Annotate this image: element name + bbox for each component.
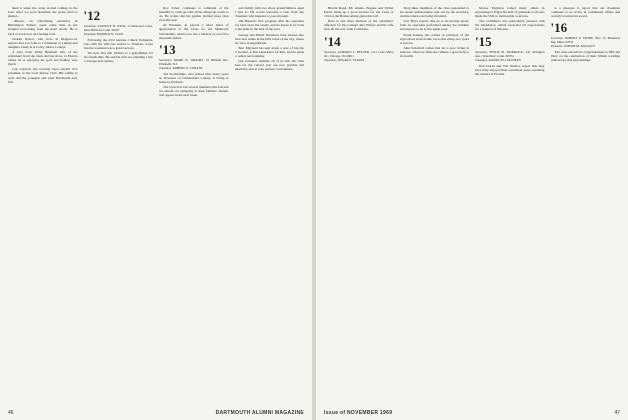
paragraph: We hear that Jim Webber is a grandfather for the fourth time. He and his wife are planning a trip to Europe next spring. (83, 51, 153, 64)
right-column-2 (400, 6, 470, 404)
class-heading (324, 35, 394, 62)
paragraph: Following the 43rd reunion, Chuck Tompkins, who with his wife has retired to Vermont, wrote that the weekend was a great success. (83, 38, 153, 51)
class-year: '15 (475, 33, 492, 49)
class-treasurer: Treasurer, DANIEL H. COLEMAN (475, 57, 521, 62)
left-column-3 (159, 6, 229, 404)
left-column-1 (8, 6, 78, 404)
class-treasurer: Treasurer, HAROLD N. COLE (83, 32, 124, 36)
paragraph: Harold Rand, Mt. Alamo, Eugene and Walter Perrin made up a good turnout for the Class of 1914 at the Homecoming game this fall. (324, 6, 394, 19)
class-year: '12 (83, 8, 101, 23)
right-column-3 (475, 6, 545, 404)
paragraph: The Class has lost several members this fall and we extend our sympathy to their families. Details will appear in the next issue. (159, 85, 229, 98)
left-page (0, 0, 312, 420)
left-page-columns (8, 6, 304, 404)
magazine-title: DARTMOUTH ALUMNI MAGAZINE (215, 410, 304, 416)
class-year: '16 (550, 20, 568, 36)
right-column-4 (551, 6, 621, 404)
left-column-4 (235, 6, 305, 404)
paragraph: Cap Capriola has recently been elected vice president of the local Rotary Club. His family is well, and the youngest will enter Dartmouth next fall. (8, 67, 78, 84)
class-secretary: Secretary, STANLEY B. WILD, 2 Glenwood Court, West Hartford, Conn. 06107 (83, 24, 153, 32)
paragraph: Our treasurer reminds all of us that the class dues for the current year are now payable and should be sent at your earliest convenience. (234, 59, 304, 72)
paragraph: hand it when the water started coming in the boat. After we were drenched, the group tried to shelter... (8, 6, 78, 19)
class-treasurer: Treasurer, EDGAR E. ELKINS (324, 57, 365, 62)
class-heading (475, 35, 545, 62)
paragraph: Al Fleeman, in person a short letter of appreciation to the Class for the Memorial Scholarship, which now has a balance of over five thousand dollars. (159, 23, 229, 40)
class-year: '13 (159, 41, 176, 57)
right-page (316, 0, 628, 420)
class-heading (551, 21, 621, 48)
paragraph: George and Hattie Davidson have moved into their new home in the hills north of the city, where the view is magnificent. (234, 32, 304, 45)
paragraph: John Schofield writes that he is now living in Arizona, where he finds the climate a great help to his health. (399, 45, 469, 59)
paragraph: The committee was particularly pleased with the attendance, which exceeded all expectations for a reunion of this size. (475, 19, 545, 32)
paragraph: Roy Tobey continues to complain of his inability to catch up with all the things he wants to do. He writes that his garden yielded more than ever this year. (159, 6, 229, 23)
paragraph: Sixty-three members of the class responded to the recent questionnaire sent out by the secretary, and the returns are being tabulated. (399, 6, 469, 19)
class-secretary: Secretary, PHILIP M. MURDOCK, 547 Arlington Ave., Waterbury, Conn. 06704 (475, 49, 545, 58)
right-page-footer (324, 410, 620, 416)
left-page-footer (8, 410, 304, 416)
page-number: 46 (8, 410, 14, 416)
paragraph: Jim Bassett's first progress after his operation has been slow but steady, and he hopes to be back at his desk by the first of the year. (234, 19, 304, 32)
paragraph: is a pleasure to report that our classmate continues to be active in community affairs and recently received an award. (550, 6, 620, 19)
right-page-columns (324, 6, 620, 404)
paragraph: Frank Kinney has retired as principal of the high school in his home town after thirty-two years of service. (399, 32, 469, 45)
class-treasurer: Treasurer, JOSEPH M. ANGSLEY (550, 44, 596, 49)
paragraph: Moose Eagleton joined many others in expressing to Edgar his debt of gratitude to all who made the 55th so memorable a success. (475, 6, 545, 19)
paragraph: Lew Hoyt reports that he is recovering nicely from an operation performed during the summer and expects to be active again soon. (399, 19, 469, 32)
class-heading (159, 43, 229, 70)
class-year: '14 (324, 33, 341, 49)
paragraph: Here is one more instance of the old-timers' affection for the College: Ray Warner and his wife flew all the way from California. (324, 19, 394, 32)
class-secretary: Secretary, GORDON C. HELPER, 1111 Lake Shore Dr., Chicago, Ill. 60611 (324, 49, 394, 58)
paragraph: Bert Maynard has sent along a note of his trip to Ireland. A first experience for him, and he plans to return next summer. (234, 45, 304, 59)
paragraph: Charlie Nestor, who lives in Ridgewood, reports that son John is a freshman at Lehigh and daughter Cindy is at Colby Junior College. (8, 36, 78, 49)
paragraph: ...Pinson, an advertising executive in Huntington Station, spent some time in the hospital recovering from his heart attack. He is back at work now and feeling well. (8, 19, 78, 36)
paragraph: Bob Doran and Van Weslow report that they have fully enjoyed their retirement years, spending the winters in Florida. (475, 63, 545, 76)
left-column-2 (84, 6, 154, 404)
class-treasurer: Treasurer, ROBERT O. CONANT (159, 65, 203, 70)
paragraph: Ted Stockbridge, who retired after many years as Treasurer of Cumberland County, is living at home in Portland. (159, 71, 229, 84)
paragraph: and family with two more grandchildren, aged 3 and 11. He would welcome a visit from any classmate who happens to pass through. (234, 6, 304, 19)
class-heading (84, 9, 154, 36)
issue-title: Issue of NOVEMBER 1969 (324, 410, 393, 416)
right-column-1 (324, 6, 394, 404)
class-secretary: Secretary, MARK B. WRIGHT, 53 Hillside Rd., Elizabeth, N.J. (159, 57, 229, 66)
paragraph: A note from Wally Bushnell tells of his retirement from the bank and his move to Florida where he is enjoying the golf and fishing very much. (8, 49, 78, 67)
page-number: 47 (614, 410, 620, 416)
paragraph: The class extends its congratulations to Bill and Mary on the celebration of their fiftieth wedding anniversary this past summer. (550, 50, 620, 63)
class-secretary: Secretary, ROBERT P. STONE, Box 15, Buzzards Bay, Mass. 02532 (550, 36, 620, 45)
